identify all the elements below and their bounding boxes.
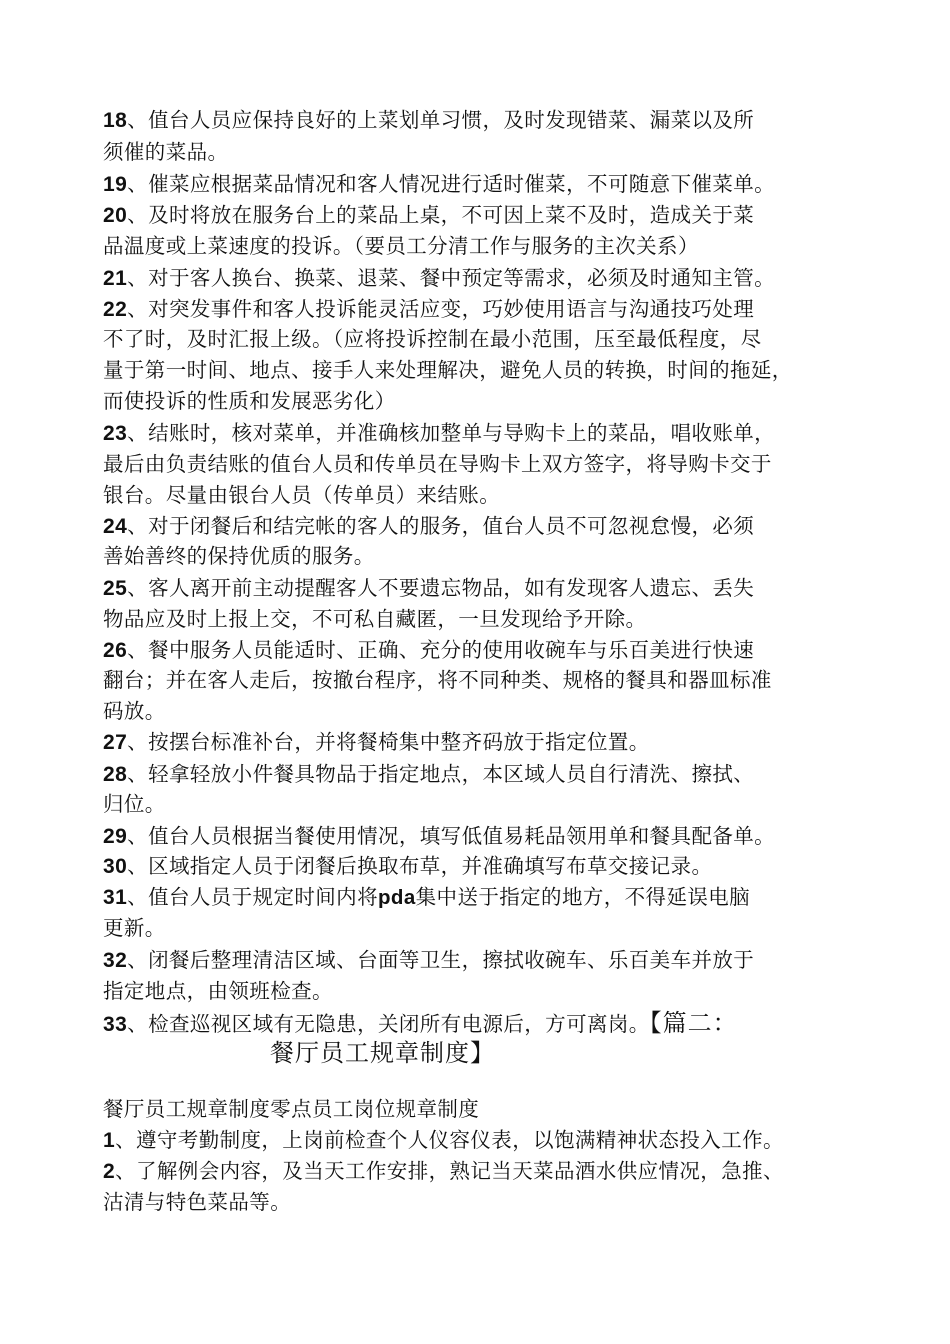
rule-20-line-2: 品温度或上菜速度的投诉。（要员工分清工作与服务的主次关系） <box>103 234 699 258</box>
rule-number: 31 <box>103 886 128 909</box>
rule-26-line-3: 码放。 <box>103 699 166 723</box>
rule-29-line-1: 29、值台人员根据当餐使用情况，填写低值易耗品领用单和餐具配备单。 <box>103 824 776 848</box>
rule-number: 21 <box>103 267 128 290</box>
rule-number: 23 <box>103 422 128 445</box>
rule-23-line-2: 最后由负责结账的值台人员和传单员在导购卡上双方签字，将导购卡交于 <box>103 452 772 476</box>
rule-number: 19 <box>103 173 128 196</box>
section-heading-part-1: 【篇二： <box>649 1009 738 1037</box>
rule-25-line-1: 25、客人离开前主动提醒客人不要遗忘物品，如有发现客人遗忘、丢失 <box>103 576 755 600</box>
rule-number: 30 <box>103 855 128 878</box>
rule-number: 32 <box>103 949 128 972</box>
rule-number: 29 <box>103 825 128 848</box>
rule-number: 25 <box>103 577 128 600</box>
rule-23-line-3: 银台。尽量由银台人员（传单员）来结账。 <box>103 483 501 507</box>
rule-22-line-1: 22、对突发事件和客人投诉能灵活应变，巧妙使用语言与沟通技巧处理 <box>103 297 755 321</box>
rule-31-line-2: 更新。 <box>103 916 166 940</box>
rule-number: 18 <box>103 109 128 132</box>
rule-33-line-1: 33、检查巡视区域有无隐患，关闭所有电源后，方可离岗。【篇二： <box>103 1009 738 1037</box>
rule-number: 26 <box>103 639 128 662</box>
rule-number: 2 <box>103 1160 116 1183</box>
document-subtitle: 餐厅员工规章制度零点员工岗位规章制度 <box>103 1097 480 1121</box>
rule-22-line-3: 量于第一时间、地点、接手人来处理解决，避免人员的转换，时间的拖延， <box>103 358 793 382</box>
rule2-2-line-2: 沽清与特色菜品等。 <box>103 1190 292 1214</box>
rule-22-line-2: 不了时，及时汇报上级。（应将投诉控制在最小范围，压至最低程度，尽 <box>103 327 762 351</box>
rule-number: 28 <box>103 763 128 786</box>
rule-28-line-1: 28、轻拿轻放小件餐具物品于指定地点，本区域人员自行清洗、擦拭、 <box>103 762 755 786</box>
rule-27-line-1: 27、按摆台标准补台，并将餐椅集中整齐码放于指定位置。 <box>103 730 650 754</box>
rule-18-line-1: 18、值台人员应保持良好的上菜划单习惯，及时发现错菜、漏菜以及所 <box>103 108 755 132</box>
rule-26-line-1: 26、餐中服务人员能适时、正确、充分的使用收碗车与乐百美进行快速 <box>103 638 755 662</box>
rule-23-line-1: 23、结账时，核对菜单，并准确核加整单与导购卡上的菜品，唱收账单， <box>103 421 776 445</box>
rule-24-line-2: 善始善终的保持优质的服务。 <box>103 544 375 568</box>
rule-32-line-2: 指定地点，由领班检查。 <box>103 979 333 1003</box>
rule-20-line-1: 20、及时将放在服务台上的菜品上桌，不可因上菜不及时，造成关于菜 <box>103 203 755 227</box>
rule-30-line-1: 30、区域指定人员于闭餐后换取布草，并准确填写布草交接记录。 <box>103 854 713 878</box>
rule-22-line-4: 而使投诉的性质和发展恶劣化） <box>103 389 396 413</box>
rule-31-line-1: 31、值台人员于规定时间内将pda集中送于指定的地方，不得延误电脑 <box>103 885 751 909</box>
rule-19-line-1: 19、催菜应根据菜品情况和客人情况进行适时催菜，不可随意下催菜单。 <box>103 172 776 196</box>
rule-26-line-2: 翻台；并在客人走后，按撤台程序，将不同种类、规格的餐具和器皿标准 <box>103 668 772 692</box>
rule-number: 27 <box>103 731 128 754</box>
rule-number: 20 <box>103 204 128 227</box>
rule-number: 1 <box>103 1129 116 1152</box>
rule-18-line-2: 须催的菜品。 <box>103 140 229 164</box>
section-heading-part-2: 餐厅员工规章制度】 <box>270 1039 495 1067</box>
rule-25-line-2: 物品应及时上报上交，不可私自藏匿，一旦发现给予开除。 <box>103 607 647 631</box>
rule-21-line-1: 21、对于客人换台、换菜、退菜、餐中预定等需求，必须及时通知主管。 <box>103 266 776 290</box>
rule-24-line-1: 24、对于闭餐后和结完帐的客人的服务，值台人员不可忽视怠慢，必须 <box>103 514 755 538</box>
rule2-2-line-1: 2、了解例会内容，及当天工作安排，熟记当天菜品酒水供应情况，急推、 <box>103 1159 784 1183</box>
rule-32-line-1: 32、闭餐后整理清洁区域、台面等卫生，擦拭收碗车、乐百美车并放于 <box>103 948 755 972</box>
rule-28-line-2: 归位。 <box>103 792 166 816</box>
pda-term: pda <box>377 886 416 909</box>
rule-number: 33 <box>103 1013 128 1036</box>
rule-number: 22 <box>103 298 128 321</box>
rule2-1-line-1: 1、遵守考勤制度，上岗前检查个人仪容仪表，以饱满精神状态投入工作。 <box>103 1128 784 1152</box>
rule-number: 24 <box>103 515 128 538</box>
